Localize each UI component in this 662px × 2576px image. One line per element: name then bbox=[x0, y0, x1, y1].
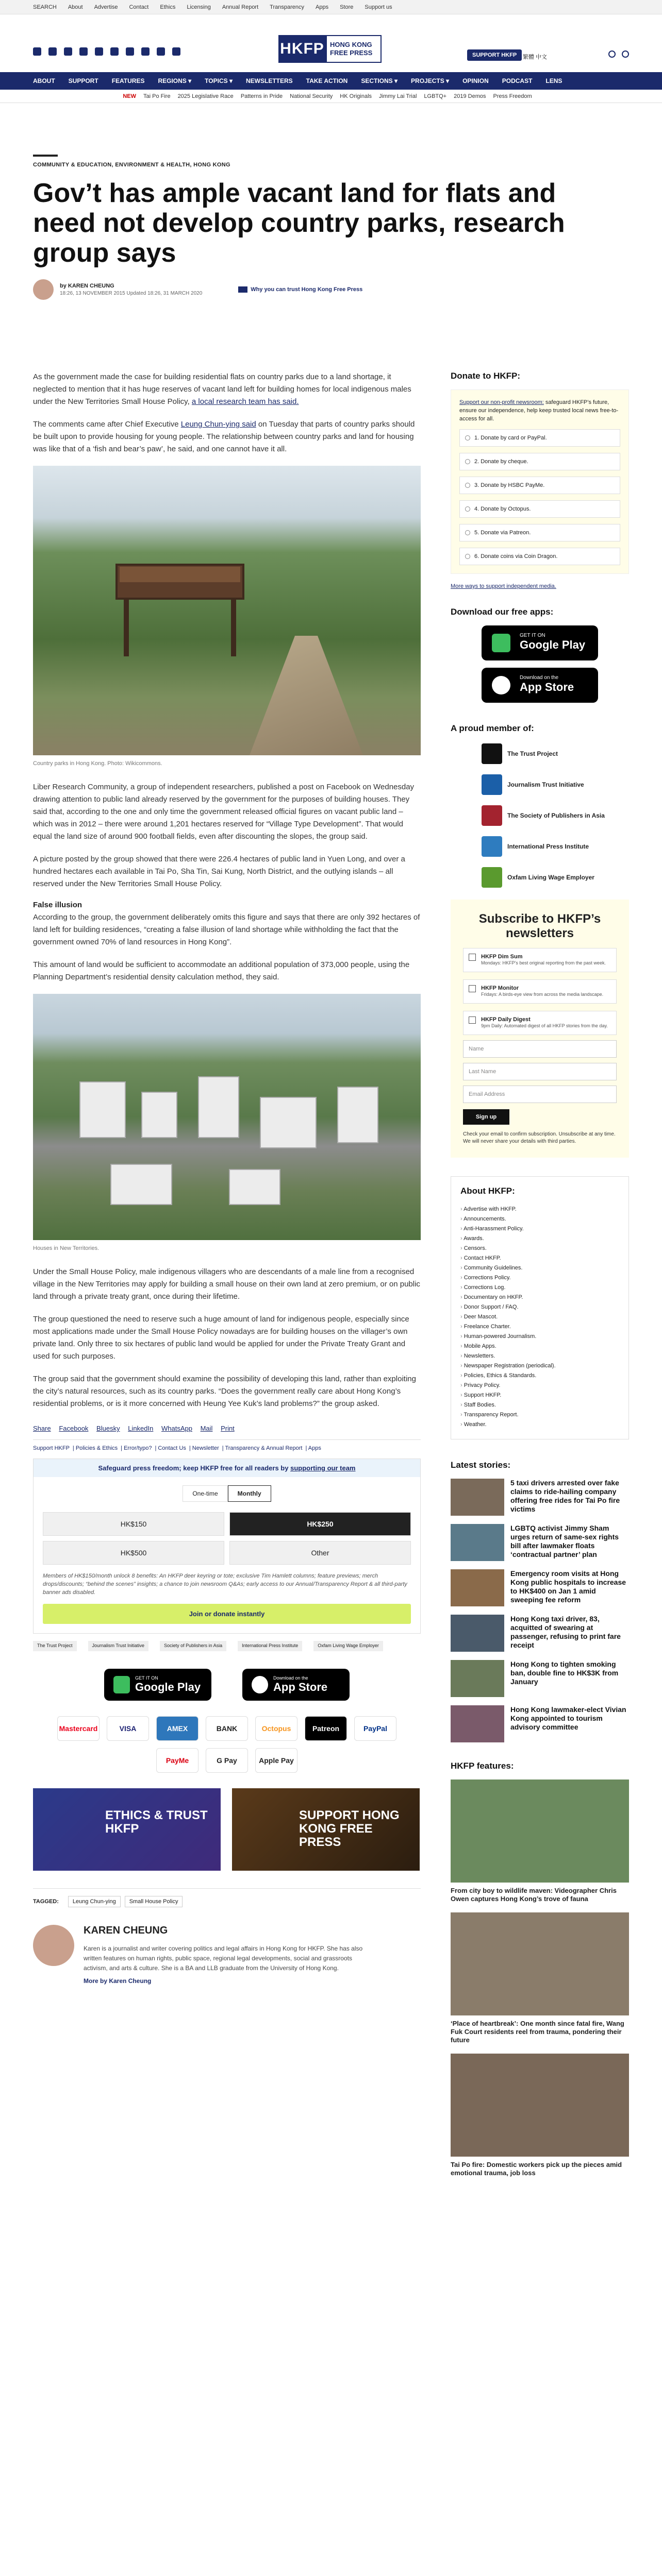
author-bio: Karen is a journalist and writer covering politics and legal affairs in Hong Kong for HKFP. She has also written features on human rights, public space, regional legal developments, social and grassroots activism, and arts & culture. She is a BA and LLB graduate from the University of Hong Kong. bbox=[84, 1945, 363, 1972]
story-thumbnail[interactable] bbox=[451, 1524, 504, 1561]
author-box-avatar[interactable] bbox=[33, 1925, 74, 1966]
nav-sections[interactable]: SECTIONS ▾ bbox=[361, 77, 398, 84]
promo-banners bbox=[33, 1788, 421, 1871]
youtube-icon[interactable] bbox=[110, 47, 119, 56]
bank-icon[interactable]: BANK bbox=[206, 1716, 248, 1741]
support-link[interactable]: Support HKFP bbox=[33, 1445, 70, 1451]
option-bullet bbox=[465, 483, 470, 488]
house bbox=[110, 1164, 172, 1205]
nav-regions[interactable]: REGIONS ▾ bbox=[158, 77, 192, 84]
topbar-transparency[interactable]: Transparency bbox=[270, 4, 304, 10]
nav-newsletters[interactable]: NEWSLETTERS bbox=[245, 77, 293, 84]
feature-story[interactable] bbox=[451, 1780, 629, 1903]
option-bullet bbox=[465, 506, 470, 512]
latest-story[interactable] bbox=[451, 1569, 629, 1606]
rss-icon[interactable] bbox=[172, 47, 180, 56]
cy-leung-link[interactable]: Leung Chun-ying said bbox=[180, 420, 256, 429]
nav-podcast[interactable]: PODCAST bbox=[502, 77, 533, 84]
park-sign-plaque bbox=[120, 567, 240, 582]
about-hkfp-box bbox=[451, 1176, 629, 1439]
about-link[interactable]: › Staff Bodies. bbox=[460, 1400, 619, 1410]
trending-link[interactable]: LGBTQ+ bbox=[424, 93, 447, 99]
about-link[interactable]: › Policies, Ethics & Standards. bbox=[460, 1371, 619, 1381]
paragraph: The comments came after Chief Executive Leung Chun-ying said on Tuesday that parts of country parks should be built upon to provide housing for young people. The relationship between country parks and land for housing was like that of a ‘fish and bear’s paw’, he said, and one cannot have it all. bbox=[33, 420, 415, 453]
checkbox[interactable] bbox=[469, 1016, 476, 1024]
topbar-about[interactable]: About bbox=[68, 4, 83, 10]
article-title: Gov’t has ample vacant land for flats and need not develop country parks, research group says bbox=[33, 178, 565, 268]
about-link[interactable]: › Deer Mascot. bbox=[460, 1312, 619, 1322]
feature-thumbnail[interactable] bbox=[451, 2054, 629, 2157]
trust-link[interactable] bbox=[238, 286, 362, 293]
latest-story[interactable] bbox=[451, 1705, 629, 1742]
x-icon[interactable] bbox=[64, 47, 72, 56]
google-pay-icon[interactable]: G Pay bbox=[206, 1748, 248, 1773]
member-logos-row bbox=[33, 1641, 421, 1651]
sidebar-google-play-badge[interactable]: GET IT ON Google Play bbox=[482, 625, 598, 660]
trust-project-icon bbox=[482, 743, 502, 764]
amount-option[interactable]: HK$500 bbox=[43, 1541, 224, 1565]
trending-link[interactable]: Tai Po Fire bbox=[143, 93, 171, 99]
feature-story[interactable] bbox=[451, 2054, 629, 2177]
house bbox=[79, 1081, 126, 1138]
ethics-trust-banner[interactable]: ETHICS & TRUST HKFP bbox=[33, 1788, 221, 1871]
nav-take-action[interactable]: TAKE ACTION bbox=[306, 77, 348, 84]
tag-item[interactable]: Leung Chun-ying bbox=[68, 1896, 121, 1907]
feature-title[interactable]: ‘Place of heartbreak’: One month since fatal fire, Wang Fuk Court residents reel from trauma, pondering their future bbox=[451, 2020, 624, 2044]
newsletter-option[interactable]: HKFP Monitor Fridays: A birds-eye view from across the media landscape. bbox=[463, 979, 617, 1004]
tags-label: TAGGED: bbox=[33, 1899, 59, 1905]
top-utility-bar bbox=[0, 0, 662, 14]
donation-heading: Safeguard press freedom; keep HKFP free for all readers by supporting our team bbox=[34, 1459, 420, 1477]
about-link[interactable]: › Privacy Policy. bbox=[460, 1381, 619, 1391]
trending-link[interactable]: National Security bbox=[290, 93, 333, 99]
story-thumbnail[interactable] bbox=[451, 1705, 504, 1742]
instagram-icon[interactable] bbox=[79, 47, 88, 56]
article-categories[interactable]: COMMUNITY & EDUCATION, ENVIRONMENT & HEALTH, HONG KONG bbox=[33, 162, 230, 168]
amount-option-selected[interactable]: HK$250 bbox=[229, 1512, 411, 1536]
trending-link[interactable]: HK Originals bbox=[340, 93, 372, 99]
hiking-path bbox=[250, 636, 363, 755]
trending-link[interactable]: Patterns in Pride bbox=[240, 93, 283, 99]
visa-icon[interactable]: VISA bbox=[107, 1716, 149, 1741]
author-box bbox=[33, 1925, 421, 1985]
apple-icon bbox=[492, 676, 510, 694]
topbar-advertise[interactable]: Advertise bbox=[94, 4, 118, 10]
feature-title[interactable]: From city boy to wildlife maven: Videographer Chris Owen captures Hong Kong’s trove of fauna bbox=[451, 1887, 617, 1903]
latest-story[interactable] bbox=[451, 1479, 629, 1516]
payme-icon[interactable]: PayMe bbox=[156, 1748, 198, 1773]
topbar-ethics[interactable]: Ethics bbox=[160, 4, 176, 10]
more-ways-link[interactable]: More ways to support independent media. bbox=[451, 583, 556, 589]
threads-icon[interactable] bbox=[95, 47, 103, 56]
story-thumbnail[interactable] bbox=[451, 1479, 504, 1516]
feature-story[interactable] bbox=[451, 1912, 629, 2044]
about-link[interactable]: › Censors. bbox=[460, 1244, 619, 1253]
topbar-search[interactable]: SEARCH bbox=[33, 4, 57, 10]
mastercard-icon[interactable]: Mastercard bbox=[57, 1716, 100, 1741]
trending-link[interactable]: 2019 Demos bbox=[454, 93, 486, 99]
member-logo[interactable]: Journalism Trust Initiative bbox=[451, 773, 629, 796]
author-name[interactable]: by KAREN CHEUNG bbox=[60, 283, 114, 289]
oxfam-logo[interactable]: Oxfam Living Wage Employer bbox=[313, 1641, 383, 1651]
member-title: A proud member of: bbox=[451, 723, 534, 733]
paragraph: Liber Research Community, a group of independent researchers, published a post on Facebook on Wednesday drawing attention to public land already reserved by the government for the purposes of building houses. They said that, according to the one and only time the government released official figures on vacant public land – which was in 2012 – there were around 1,201 hectares reserved for “Village Type Development”. That would equal the land size of around 900 football fields, even after discounting the slopes, the group said. bbox=[33, 783, 415, 841]
latest-story[interactable] bbox=[451, 1524, 629, 1561]
byline bbox=[33, 279, 629, 300]
header-icons bbox=[608, 50, 629, 58]
new-badge: NEW bbox=[123, 93, 136, 99]
about-list bbox=[460, 1205, 619, 1430]
facebook-icon[interactable] bbox=[33, 47, 41, 56]
app-store-badges bbox=[33, 1669, 421, 1701]
policies-link[interactable]: Policies & Ethics bbox=[75, 1445, 118, 1451]
newsletter-title: Subscribe to HKFP’s newsletters bbox=[478, 912, 601, 940]
latest-title: Latest stories: bbox=[451, 1460, 511, 1470]
member-logo[interactable]: Oxfam Living Wage Employer bbox=[451, 866, 629, 889]
story-thumbnail[interactable] bbox=[451, 1615, 504, 1652]
email-field[interactable]: Email Address bbox=[463, 1086, 617, 1103]
topbar-licensing[interactable]: Licensing bbox=[187, 4, 211, 10]
signup-button[interactable]: Sign up bbox=[463, 1109, 509, 1125]
whatsapp-icon[interactable] bbox=[157, 47, 165, 56]
article-header bbox=[33, 155, 629, 300]
paragraph: The group said that the government should examine the possibility of developing this land, rather than exploiting the city’s natural resources, such as its country parks. “Does the government really care about Hong Kong’s residential problems, or is it more concerned with Heung Yee Kuk’s land problems?” the group asked. bbox=[33, 1375, 416, 1408]
ipi-logo[interactable]: International Press Institute bbox=[238, 1641, 302, 1651]
nav-features[interactable]: FEATURES bbox=[111, 77, 145, 84]
about-link[interactable]: › Donor Support / FAQ. bbox=[460, 1302, 619, 1312]
donate-widget bbox=[451, 389, 629, 574]
about-link[interactable]: › Human-powered Journalism. bbox=[460, 1332, 619, 1342]
member-logo[interactable]: The Trust Project bbox=[451, 742, 629, 766]
account-icon[interactable] bbox=[608, 50, 616, 58]
topbar-annual-report[interactable]: Annual Report bbox=[222, 4, 259, 10]
story-title[interactable]: 5 taxi drivers arrested over fake claims to ride-hailing company offering free rides for Tai Po fire victims bbox=[510, 1479, 620, 1513]
nonprofit-link[interactable]: Support our non-profit newsroom: bbox=[459, 399, 544, 405]
donate-option[interactable]: 5. Donate via Patreon. bbox=[459, 524, 620, 541]
share-mail[interactable]: Mail bbox=[200, 1425, 213, 1432]
nav-opinion[interactable]: OPINION bbox=[462, 77, 489, 84]
amount-options bbox=[43, 1512, 411, 1565]
sign-post bbox=[124, 600, 129, 656]
footer-links: Support HKFP | Policies & Ethics | Error/typo? | Contact Us | Newsletter | Transparency & Annual Report | Apps bbox=[33, 1439, 421, 1451]
photo-caption: Country parks in Hong Kong. Photo: Wikicommons. bbox=[33, 760, 162, 767]
language-switch[interactable]: 繁體 中文 bbox=[523, 54, 548, 60]
logo-long: HONG KONG FREE PRESS bbox=[326, 35, 382, 63]
nav-topics[interactable]: TOPICS ▾ bbox=[205, 77, 233, 84]
about-link[interactable]: › Transparency Report. bbox=[460, 1410, 619, 1420]
amex-icon[interactable]: AMEX bbox=[156, 1716, 198, 1741]
subheading: False illusion bbox=[33, 901, 82, 909]
contact-link[interactable]: Contact Us bbox=[158, 1445, 186, 1451]
latest-story[interactable] bbox=[451, 1615, 629, 1652]
share-facebook[interactable]: Facebook bbox=[59, 1425, 89, 1432]
amount-option-other[interactable]: Other bbox=[229, 1541, 411, 1565]
logo-short: HKFP bbox=[278, 35, 326, 63]
google-play-icon bbox=[492, 634, 510, 652]
about-title: About HKFP: bbox=[460, 1186, 515, 1196]
frequency-toggle bbox=[43, 1485, 411, 1502]
author-avatar[interactable] bbox=[33, 279, 54, 300]
google-play-badge[interactable]: GET IT ON Google Play bbox=[104, 1669, 211, 1701]
paragraph: As the government made the case for building residential flats on country parks due to a land shortage, it neglected to mention that it has huge reserves of vacant land left for building homes for local indigenous males under the New Territories Small House Policy, a local research team has said. bbox=[33, 372, 411, 406]
checkbox[interactable] bbox=[469, 985, 476, 992]
sign-post bbox=[231, 600, 236, 656]
oxfam-icon bbox=[482, 867, 502, 888]
member-logo[interactable]: The Society of Publishers in Asia bbox=[451, 804, 629, 827]
ipi-icon bbox=[482, 836, 502, 857]
support-hkfp-button[interactable]: SUPPORT HKFP bbox=[467, 49, 522, 61]
feature-thumbnail[interactable] bbox=[451, 1780, 629, 1883]
apps-title: Download our free apps: bbox=[451, 607, 554, 617]
brand-header bbox=[0, 14, 662, 72]
last-name-field[interactable]: Last Name bbox=[463, 1063, 617, 1080]
story-title[interactable]: Emergency room visits at Hong Kong public hospitals to increase to HK$400 on Jan 1 amid sweeping fee reform bbox=[510, 1569, 626, 1604]
trending-link[interactable]: Jimmy Lai Trial bbox=[379, 93, 417, 99]
paragraph: According to the group, the government deliberately omits this figure and says that there are only 392 hectares of land left for building residences, “creating a false illusion of land shortage while withholding the fact that the government owned 70% of land resources in Hong Kong”. bbox=[33, 913, 420, 946]
topbar-contact[interactable]: Contact bbox=[129, 4, 149, 10]
house bbox=[337, 1087, 378, 1143]
feature-stories bbox=[451, 1780, 629, 2177]
newsletter-option[interactable]: HKFP Daily Digest 9pm Daily: Automated digest of all HKFP stories from the day. bbox=[463, 1011, 617, 1035]
about-link[interactable]: › Newsletters. bbox=[460, 1351, 619, 1361]
option-bullet bbox=[465, 554, 470, 559]
octopus-icon[interactable]: Octopus bbox=[255, 1716, 297, 1741]
payment-methods bbox=[33, 1716, 421, 1773]
about-link[interactable]: › Corrections Log. bbox=[460, 1283, 619, 1293]
house bbox=[141, 1092, 177, 1138]
bluesky-icon[interactable] bbox=[48, 47, 57, 56]
tag-list bbox=[33, 1888, 421, 1907]
story-thumbnail[interactable] bbox=[451, 1569, 504, 1606]
feature-title[interactable]: Tai Po fire: Domestic workers pick up the pieces amid emotional trauma, job loss bbox=[451, 2161, 622, 2177]
sidebar bbox=[451, 371, 629, 2187]
sidebar-app-store-badge[interactable]: Download on the App Store bbox=[482, 668, 598, 703]
author-box-name[interactable]: KAREN CHEUNG bbox=[84, 1925, 168, 1936]
membership-note: Members of HK$150/month unlock 8 benefits: An HKFP deer keyring or tote; exclusive Tim Hamlett columns; feature previews; merch drops/discounts; “behind the scenes” insights; a chance to join newsroom Q&As; early access to our Annual/Transparency Report & all third-party banner ads disabled. bbox=[43, 1573, 407, 1596]
photo-caption: Houses in New Territories. bbox=[33, 1245, 100, 1251]
feature-thumbnail[interactable] bbox=[451, 1912, 629, 2015]
story-thumbnail[interactable] bbox=[451, 1660, 504, 1697]
article-body bbox=[33, 371, 421, 1985]
publish-date: 18:26, 13 NOVEMBER 2015 Updated 18:26, 31 MARCH 2020 bbox=[60, 291, 203, 296]
freq-monthly[interactable]: Monthly bbox=[228, 1485, 271, 1502]
nav-about[interactable]: ABOUT bbox=[33, 77, 55, 84]
jti-icon bbox=[482, 774, 502, 795]
newsletter-link[interactable]: Newsletter bbox=[192, 1445, 219, 1451]
trending-link[interactable]: Press Freedom bbox=[493, 93, 532, 99]
telegram-icon[interactable] bbox=[141, 47, 150, 56]
nav-lens[interactable]: LENS bbox=[545, 77, 562, 84]
story-title[interactable]: LGBTQ activist Jimmy Sham urges return of same-sex rights bill after lawmaker floats ‘contractual partner’ plan bbox=[510, 1524, 619, 1558]
about-link[interactable]: › Anti-Harassment Policy. bbox=[460, 1224, 619, 1234]
member-logo[interactable]: International Press Institute bbox=[451, 835, 629, 858]
house bbox=[198, 1076, 239, 1138]
transparency-link[interactable]: Transparency & Annual Report bbox=[225, 1445, 303, 1451]
research-link[interactable]: a local research team has said. bbox=[191, 397, 299, 406]
house bbox=[229, 1169, 280, 1205]
patreon-icon[interactable]: Patreon bbox=[305, 1716, 347, 1741]
about-link[interactable]: › Newspaper Registration (periodical). bbox=[460, 1361, 619, 1371]
trending-link[interactable]: 2025 Legislative Race bbox=[177, 93, 234, 99]
house bbox=[260, 1097, 317, 1148]
support-team-link[interactable]: supporting our team bbox=[290, 1464, 356, 1472]
share-bar bbox=[33, 1425, 421, 1432]
freq-one-time[interactable]: One-time bbox=[183, 1485, 227, 1502]
tag-item[interactable]: Small House Policy bbox=[125, 1896, 183, 1907]
support-hkfp-banner[interactable]: SUPPORT HONG KONG FREE PRESS bbox=[232, 1788, 420, 1871]
about-link[interactable]: › Contact HKFP. bbox=[460, 1253, 619, 1263]
trust-project-logo[interactable]: The Trust Project bbox=[33, 1641, 77, 1651]
paragraph: Under the Small House Policy, male indigenous villagers who are descendants of a male line from a recognised village in the New Territories may apply for building a small house on their own land at zero premium, or on public land through a private treaty grant, once during their lifetime. bbox=[33, 1267, 420, 1301]
nav-support[interactable]: SUPPORT bbox=[68, 77, 98, 84]
share-linkedin[interactable]: LinkedIn bbox=[128, 1425, 154, 1432]
about-link[interactable]: › Mobile Apps. bbox=[460, 1342, 619, 1351]
share-bluesky[interactable]: Bluesky bbox=[96, 1425, 120, 1432]
story-title[interactable]: Hong Kong lawmaker-elect Vivian Kong appointed to tourism advisory committee bbox=[510, 1705, 626, 1731]
jti-logo[interactable]: Journalism Trust Initiative bbox=[88, 1641, 149, 1651]
about-link[interactable]: › Weather. bbox=[460, 1420, 619, 1430]
apps-link[interactable]: Apps bbox=[308, 1445, 321, 1451]
donate-option[interactable]: 2. Donate by cheque. bbox=[459, 453, 620, 470]
latest-stories bbox=[451, 1479, 629, 1742]
nav-projects[interactable]: PROJECTS ▾ bbox=[411, 77, 450, 84]
about-link[interactable]: › Community Guidelines. bbox=[460, 1263, 619, 1273]
about-link[interactable]: › Corrections Policy. bbox=[460, 1273, 619, 1283]
paragraph: This amount of land would be sufficient to accommodate an additional population of 373,000 people, using the Planning Department’s residential density calculation method, they said. bbox=[33, 960, 410, 981]
option-bullet bbox=[465, 530, 470, 535]
first-name-field[interactable]: Name bbox=[463, 1040, 617, 1058]
share-whatsapp[interactable]: WhatsApp bbox=[161, 1425, 192, 1432]
donate-widget-title: Donate to HKFP: bbox=[451, 371, 521, 381]
trust-label: Why you can trust Hong Kong Free Press bbox=[251, 286, 363, 293]
hkfp-logo[interactable] bbox=[278, 35, 382, 63]
sopa-logo[interactable]: Society of Publishers in Asia bbox=[160, 1641, 226, 1651]
app-store-badge[interactable]: Download on the App Store bbox=[242, 1669, 350, 1701]
apple-icon bbox=[252, 1676, 268, 1693]
more-by-author-link[interactable]: More by Karen Cheung bbox=[84, 1977, 152, 1985]
google-play-icon bbox=[113, 1676, 130, 1693]
donate-option[interactable]: 1. Donate by card or PayPal. bbox=[459, 429, 620, 447]
apple-pay-icon[interactable]: Apple Pay bbox=[255, 1748, 297, 1773]
paragraph: The group questioned the need to reserve such a huge amount of land for indigenous people, especially since most applications made under the Small House Policy nowadays are for building houses on the villager’s own private land. Only three to six hectares of public land would be applied for under the Private Treaty Grant and used for such purposes. bbox=[33, 1315, 409, 1361]
country-park-photo bbox=[33, 466, 421, 755]
village-houses-photo bbox=[33, 994, 421, 1240]
trending-bar bbox=[0, 90, 662, 103]
sopa-icon bbox=[482, 805, 502, 826]
trust-icon bbox=[238, 286, 247, 293]
topbar-apps[interactable]: Apps bbox=[316, 4, 329, 10]
paragraph: A picture posted by the group showed that there were 226.4 hectares of public land in Yuen Long, and over a hundred hectares each available in Tai Po, Sha Tin, Sai Kung, North District, and the outlying islands – all reserved under the New Territories Small House Policy. bbox=[33, 855, 405, 888]
donate-text: Support our non-profit newsroom: safeguard HKFP’s future, ensure our independence, help keep trusted local news free-to-access for all. bbox=[459, 399, 619, 422]
donate-option[interactable]: 4. Donate by Octopus. bbox=[459, 500, 620, 518]
option-bullet bbox=[465, 435, 470, 440]
join-donate-button[interactable]: Join or donate instantly bbox=[43, 1604, 411, 1624]
topbar-store[interactable]: Store bbox=[340, 4, 354, 10]
linkedin-icon[interactable] bbox=[126, 47, 134, 56]
paypal-icon[interactable]: PayPal bbox=[354, 1716, 396, 1741]
about-link[interactable]: › Awards. bbox=[460, 1234, 619, 1244]
main-nav bbox=[0, 72, 662, 90]
category-rule bbox=[33, 155, 58, 157]
newsletter-option[interactable]: HKFP Dim Sum Mondays: HKFP’s best original reporting from the past week. bbox=[463, 948, 617, 972]
latest-story[interactable] bbox=[451, 1660, 629, 1697]
about-link[interactable]: › Support HKFP. bbox=[460, 1391, 619, 1400]
share-print[interactable]: Print bbox=[221, 1425, 235, 1432]
donate-option[interactable]: 3. Donate by HSBC PayMe. bbox=[459, 477, 620, 494]
story-title[interactable]: Hong Kong to tighten smoking ban, double fine to HK$3K from January bbox=[510, 1660, 619, 1686]
share-button[interactable]: Share bbox=[33, 1425, 51, 1432]
newsletter-signup bbox=[451, 900, 629, 1158]
about-link[interactable]: › Documentary on HKFP. bbox=[460, 1293, 619, 1302]
newsletter-fineprint: Check your email to confirm subscription. Unsubscribe at any time. We will never share your details with third parties. bbox=[463, 1131, 616, 1144]
search-icon[interactable] bbox=[622, 50, 629, 58]
donation-widget bbox=[33, 1459, 421, 1634]
option-bullet bbox=[465, 459, 470, 464]
about-link[interactable]: › Advertise with HKFP. bbox=[460, 1205, 619, 1214]
topbar-support[interactable]: Support us bbox=[365, 4, 392, 10]
story-title[interactable]: Hong Kong taxi driver, 83, acquitted of swearing at passenger, refusing to print fare receipt bbox=[510, 1615, 621, 1649]
about-link[interactable]: › Freelance Charter. bbox=[460, 1322, 619, 1332]
social-icons bbox=[33, 47, 180, 56]
amount-option[interactable]: HK$150 bbox=[43, 1512, 224, 1536]
checkbox[interactable] bbox=[469, 954, 476, 961]
features-title: HKFP features: bbox=[451, 1761, 514, 1771]
donate-option[interactable]: 6. Donate coins via Coin Dragon. bbox=[459, 548, 620, 565]
error-link[interactable]: Error/typo? bbox=[124, 1445, 152, 1451]
about-link[interactable]: › Announcements. bbox=[460, 1214, 619, 1224]
